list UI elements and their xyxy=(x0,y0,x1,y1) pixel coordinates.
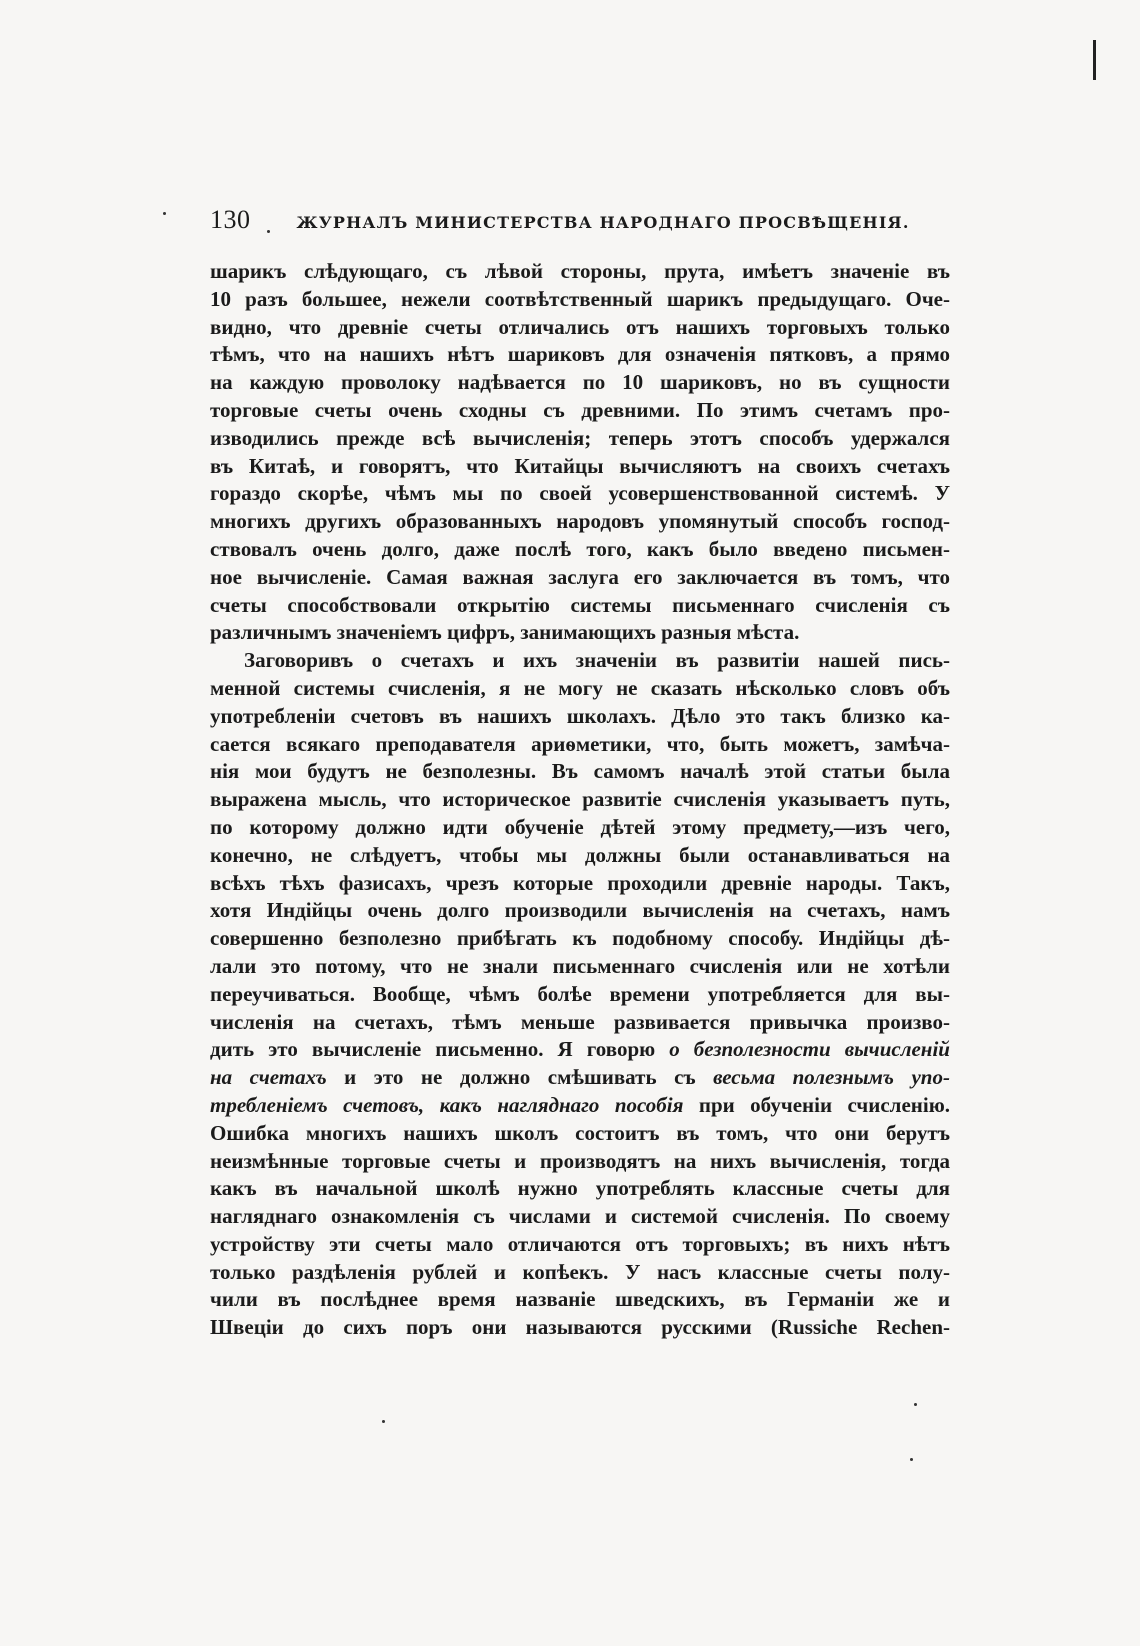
text-line: гораздо скорѣе, чѣмъ мы по своей усовершенствованной системѣ. У xyxy=(210,481,950,506)
print-speck xyxy=(914,1403,917,1406)
text-line: переучиваться. Вообще, чѣмъ болѣе времени употребляется для вы- xyxy=(210,981,950,1006)
text-line: менной системы счисленія, я не могу не сказать нѣсколько словъ объ xyxy=(210,675,950,700)
print-speck xyxy=(163,212,166,215)
text-line: по которому должно идти обученіе дѣтей этому предмету,—изъ чего, xyxy=(210,814,950,839)
text-line: нія мои будутъ не безполезны. Въ самомъ началѣ этой статьи была xyxy=(210,759,950,784)
text-line: только раздѣленія рублей и копѣекъ. У насъ классные счеты полу- xyxy=(210,1259,950,1284)
text-line: многихъ другихъ образованныхъ народовъ упомянутый способъ господ- xyxy=(210,509,950,534)
text-line: видно, что древніе счеты отличались отъ нашихъ торговыхъ только xyxy=(210,314,950,339)
text-line: ное вычисленіе. Самая важная заслуга его заключается въ томъ, что xyxy=(210,564,950,589)
text-line: 10 разъ большее, нежели соотвѣтственный шарикъ предыдущаго. Оче- xyxy=(210,286,950,311)
text-line: Заговоривъ о счетахъ и ихъ значеніи въ развитіи нашей пись- xyxy=(244,648,950,673)
text-line: Ошибка многихъ нашихъ школъ состоитъ въ томъ, что они берутъ xyxy=(210,1120,950,1145)
page-number: 130 xyxy=(210,205,251,234)
text-line: выражена мысль, что историческое развитіе счисленія указываетъ путь, xyxy=(210,787,950,812)
text-line: чили въ послѣднее время названіе шведскихъ, въ Германіи же и xyxy=(210,1287,950,1312)
text-line: сается всякаго преподавателя ариѳметики, что, быть можетъ, замѣча- xyxy=(210,731,950,756)
text-line: нагляднаго ознакомленія съ числами и системой счисленія. По своему xyxy=(210,1204,950,1229)
paragraph-2 xyxy=(210,647,950,1342)
text-line: какъ въ начальной школѣ нужно употреблять классные счеты для xyxy=(210,1176,950,1201)
running-head: ЖУРНАЛЪ МИНИСТЕРСТВА НАРОДНАГО ПРОСВѢЩЕНІЯ. xyxy=(296,213,910,232)
text-line: въ Китаѣ, и говорятъ, что Китайцы вычисляютъ на своихъ счетахъ xyxy=(210,453,950,478)
print-speck xyxy=(382,1420,385,1423)
text-line: торговые счеты очень сходны съ древними. По этимъ счетамъ про- xyxy=(210,397,950,422)
text-run: дить это вычисленіе письменно. Я говорю xyxy=(210,1037,670,1062)
text-line-mixed xyxy=(210,1064,950,1092)
text-line: совершенно безполезно прибѣгать къ подобному способу. Индійцы дѣ- xyxy=(210,926,950,951)
text-line: ствовалъ очень долго, даже послѣ того, какъ было введено письмен- xyxy=(210,536,950,561)
margin-mark xyxy=(1093,40,1096,80)
text-line: устройству эти счеты мало отличаются отъ торговыхъ; въ нихъ нѣтъ xyxy=(210,1231,950,1256)
text-run: при обученіи счисленію. xyxy=(683,1092,950,1117)
text-run: и это не должно смѣшивать съ xyxy=(326,1065,714,1090)
print-speck xyxy=(910,1458,913,1461)
text-line: на каждую проволоку надѣвается по 10 шариковъ, но въ сущности xyxy=(210,370,950,395)
text-line: употребленіи счетовъ въ нашихъ школахъ. Дѣло это такъ близко ка- xyxy=(210,703,950,728)
italic-run: о безполезности вычисленій xyxy=(669,1037,950,1062)
text-line: хотя Индійцы очень долго производили вычисленія на счетахъ, намъ xyxy=(210,898,950,923)
text-line: Швеціи до сихъ поръ они называются русскими (Russiche Rechen- xyxy=(210,1315,950,1340)
text-line: численія на счетахъ, тѣмъ меньше развивается привычка произво- xyxy=(210,1009,950,1034)
paragraph-1 xyxy=(210,258,950,647)
text-line: изводились прежде всѣ вычисленія; теперь этотъ способъ удержался xyxy=(210,425,950,450)
text-line: всѣхъ тѣхъ фазисахъ, чрезъ которые проходили древніе народы. Такъ, xyxy=(210,870,950,895)
text-line: шарикъ слѣдующаго, съ лѣвой стороны, прута, имѣетъ значеніе въ xyxy=(210,259,950,283)
text-line: конечно, не слѣдуетъ, чтобы мы должны были останавливаться на xyxy=(210,842,950,867)
text-line-mixed xyxy=(210,1036,950,1064)
italic-run: весьма полезнымъ упо- xyxy=(713,1065,950,1090)
text-line: неизмѣнные торговые счеты и производятъ на нихъ вычисленія, тогда xyxy=(210,1148,950,1173)
text-line: счеты способствовали открытію системы письменнаго счисленія съ xyxy=(210,592,950,617)
text-line-mixed xyxy=(210,1092,950,1120)
italic-run: требленіемъ счетовъ, какъ нагляднаго пособія xyxy=(210,1092,684,1117)
print-speck xyxy=(267,230,270,233)
text-line: тѣмъ, что на нашихъ нѣтъ шариковъ для означенія пятковъ, а прямо xyxy=(210,342,950,367)
body-text xyxy=(210,258,950,1342)
text-line: лали это потому, что не знали письменнаго счисленія или не хотѣли xyxy=(210,953,950,978)
italic-run: на счетахъ xyxy=(210,1065,327,1090)
text-line: различнымъ значеніемъ цифръ, занимающихъ разныя мѣста. xyxy=(210,620,800,645)
page-header xyxy=(210,205,950,241)
